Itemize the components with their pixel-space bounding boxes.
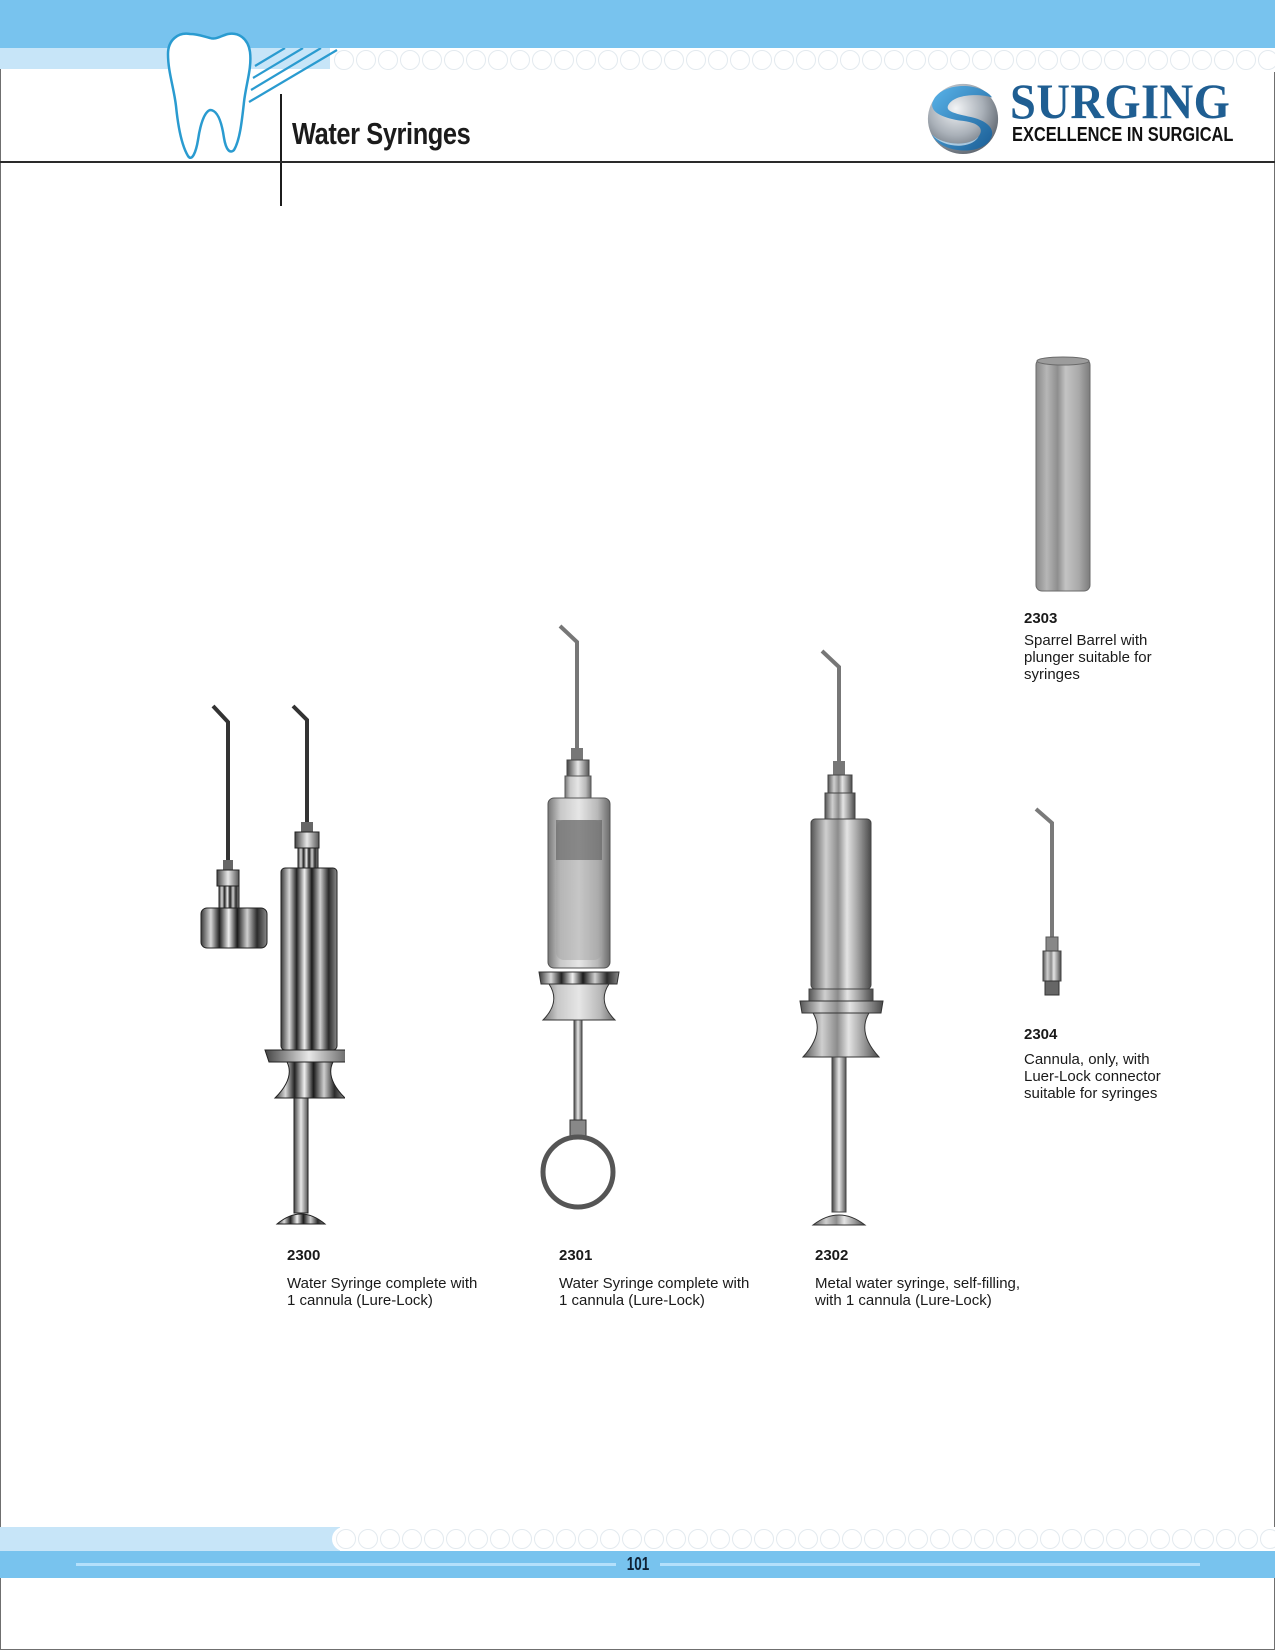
ring-ornament — [578, 1529, 598, 1549]
ring-ornament — [842, 1529, 862, 1549]
ring-ornament — [1104, 50, 1124, 70]
footer-rule-right — [660, 1563, 1200, 1566]
ring-ornament — [642, 50, 662, 70]
ring-ornament — [1172, 1529, 1192, 1549]
description-line: Cannula, only, with — [1024, 1051, 1150, 1068]
ring-ornament — [686, 50, 706, 70]
ring-ornament — [356, 50, 376, 70]
product-code: 2302 — [815, 1247, 849, 1264]
ring-ornament — [1128, 1529, 1148, 1549]
ring-ornament — [974, 1529, 994, 1549]
ring-ornament — [708, 50, 728, 70]
footer-rule-left — [76, 1563, 616, 1566]
ring-ornament — [1150, 1529, 1170, 1549]
ring-ornament — [554, 50, 574, 70]
ring-ornament — [1040, 1529, 1060, 1549]
product-description — [1024, 632, 1152, 683]
ring-ornament — [1258, 50, 1275, 70]
ring-ornament — [534, 1529, 554, 1549]
ring-ornament — [950, 50, 970, 70]
ring-ornament — [466, 50, 486, 70]
ring-ornament — [490, 1529, 510, 1549]
ring-ornament — [402, 1529, 422, 1549]
product-code: 2304 — [1024, 1026, 1058, 1043]
ring-ornament — [532, 50, 552, 70]
ring-ornament — [908, 1529, 928, 1549]
description-line: Metal water syringe, self-filling, — [815, 1275, 1021, 1292]
ring-ornament — [600, 1529, 620, 1549]
ring-ornament — [400, 50, 420, 70]
description-line: Water Syringe complete with — [559, 1275, 750, 1292]
description-line: suitable for syringes — [1024, 1085, 1158, 1102]
ring-ornament — [798, 1529, 818, 1549]
brand-tagline: EXCELLENCE IN SURGICAL — [1012, 124, 1234, 146]
product-image-2303 — [1034, 355, 1092, 595]
footer-ring-pattern — [332, 1527, 1275, 1551]
ring-ornament — [820, 1529, 840, 1549]
ring-ornament — [336, 1529, 356, 1549]
ring-ornament — [774, 50, 794, 70]
ring-ornament — [730, 50, 750, 70]
ring-ornament — [1238, 1529, 1258, 1549]
ring-ornament — [468, 1529, 488, 1549]
ring-ornament — [620, 50, 640, 70]
product-description — [1024, 1051, 1161, 1102]
ring-ornament — [1060, 50, 1080, 70]
ring-ornament — [972, 50, 992, 70]
ring-ornament — [378, 50, 398, 70]
brand-logo — [920, 73, 1250, 156]
ring-ornament — [1126, 50, 1146, 70]
ring-ornament — [664, 50, 684, 70]
ring-ornament — [556, 1529, 576, 1549]
product-code: 2300 — [287, 1247, 321, 1264]
ring-ornament — [576, 50, 596, 70]
product-code: 2301 — [559, 1247, 593, 1264]
ring-ornament — [1062, 1529, 1082, 1549]
description-line: Luer-Lock connector — [1024, 1068, 1161, 1085]
ring-ornament — [752, 50, 772, 70]
ring-ornament — [796, 50, 816, 70]
ring-ornament — [1106, 1529, 1126, 1549]
brand-name: SURGING — [1010, 73, 1231, 129]
ring-ornament — [840, 50, 860, 70]
title-divider-vertical — [280, 94, 282, 206]
description-line: syringes — [1024, 666, 1080, 683]
ring-ornament — [1236, 50, 1256, 70]
page-number: 101 — [626, 1554, 650, 1574]
header-ring-pattern — [330, 48, 1275, 72]
ring-ornament — [622, 1529, 642, 1549]
description-line: with 1 cannula (Lure-Lock) — [815, 1292, 992, 1309]
ring-ornament — [688, 1529, 708, 1549]
product-image-2300 — [195, 700, 345, 1230]
ring-ornament — [928, 50, 948, 70]
page-number-badge — [620, 1551, 656, 1578]
surging-s-logo-icon — [924, 78, 1002, 156]
ring-ornament — [1214, 50, 1234, 70]
ring-ornament — [1170, 50, 1190, 70]
ring-ornament — [1084, 1529, 1104, 1549]
ring-ornament — [776, 1529, 796, 1549]
ring-ornament — [1148, 50, 1168, 70]
ring-ornament — [1016, 50, 1036, 70]
header-divider-horizontal — [0, 161, 1275, 163]
footer-band-light — [0, 1527, 340, 1551]
product-description — [559, 1275, 749, 1309]
product-image-2302 — [795, 645, 895, 1230]
ring-ornament — [864, 1529, 884, 1549]
ring-ornament — [754, 1529, 774, 1549]
ring-ornament — [1018, 1529, 1038, 1549]
ring-ornament — [446, 1529, 466, 1549]
ring-ornament — [996, 1529, 1016, 1549]
ring-ornament — [818, 50, 838, 70]
ring-ornament — [906, 50, 926, 70]
description-line: Sparrel Barrel with — [1024, 632, 1148, 649]
ring-ornament — [1192, 50, 1212, 70]
ring-ornament — [1260, 1529, 1275, 1549]
ring-ornament — [710, 1529, 730, 1549]
ring-ornament — [1082, 50, 1102, 70]
product-image-2301 — [535, 620, 645, 1230]
product-description — [287, 1275, 477, 1309]
ring-ornament — [358, 1529, 378, 1549]
ring-ornament — [732, 1529, 752, 1549]
ring-ornament — [510, 50, 530, 70]
ring-ornament — [422, 50, 442, 70]
ring-ornament — [1194, 1529, 1214, 1549]
description-line: plunger suitable for — [1024, 649, 1152, 666]
ring-ornament — [512, 1529, 532, 1549]
ring-ornament — [952, 1529, 972, 1549]
page-title: Water Syringes — [292, 116, 471, 151]
ring-ornament — [862, 50, 882, 70]
ring-ornament — [444, 50, 464, 70]
product-description — [815, 1275, 1020, 1309]
ring-ornament — [1038, 50, 1058, 70]
description-line: 1 cannula (Lure-Lock) — [287, 1292, 433, 1309]
product-image-2304 — [1030, 805, 1080, 1000]
ring-ornament — [424, 1529, 444, 1549]
ring-ornament — [930, 1529, 950, 1549]
ring-ornament — [488, 50, 508, 70]
ring-ornament — [666, 1529, 686, 1549]
ring-ornament — [884, 50, 904, 70]
ring-ornament — [886, 1529, 906, 1549]
ring-ornament — [380, 1529, 400, 1549]
ring-ornament — [1216, 1529, 1236, 1549]
product-code: 2303 — [1024, 610, 1058, 627]
description-line: 1 cannula (Lure-Lock) — [559, 1292, 705, 1309]
tooth-logo-icon — [160, 28, 260, 163]
ring-ornament — [598, 50, 618, 70]
ring-ornament — [994, 50, 1014, 70]
description-line: Water Syringe complete with — [287, 1275, 478, 1292]
ring-ornament — [644, 1529, 664, 1549]
